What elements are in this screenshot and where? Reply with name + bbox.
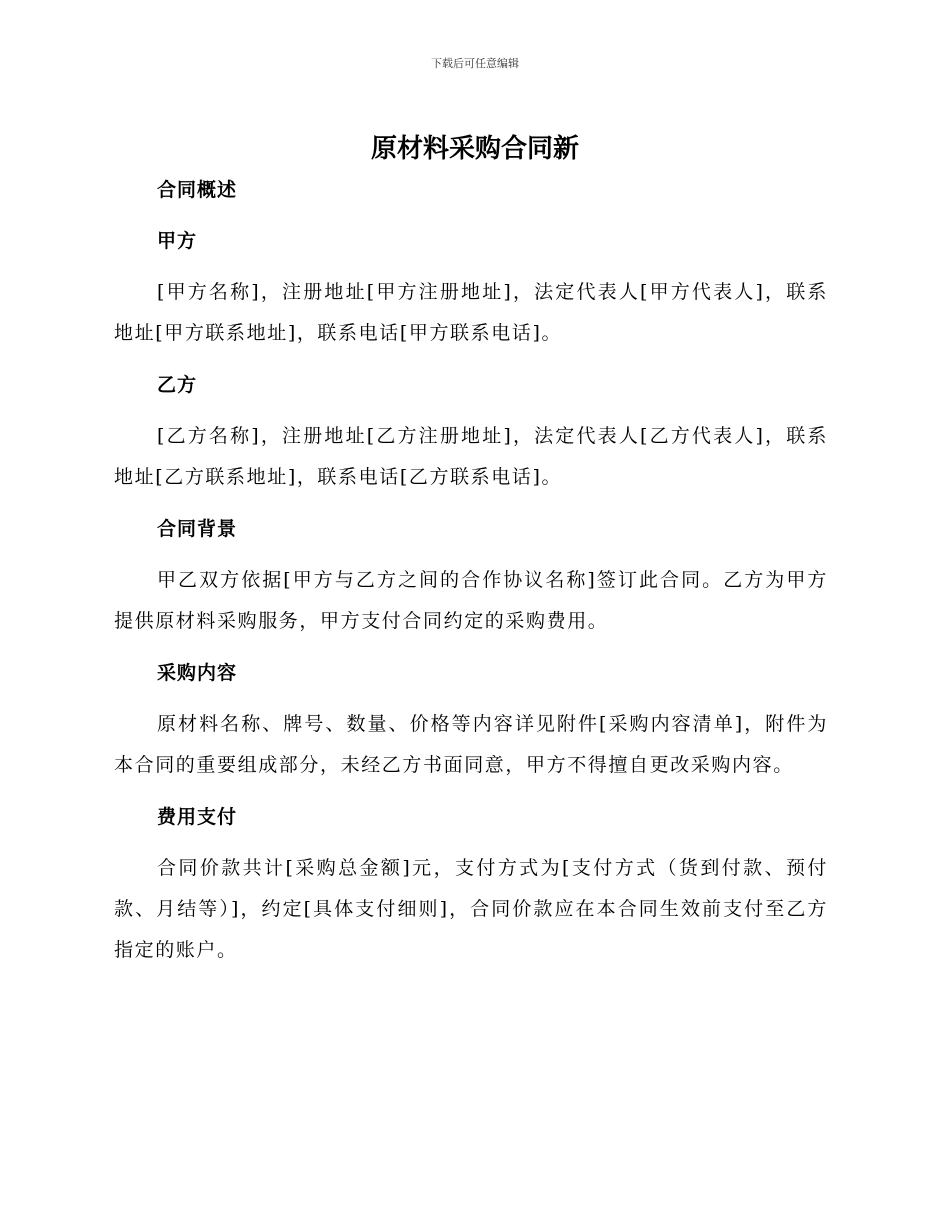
section-heading-party-b: 乙方 <box>157 374 198 396</box>
paragraph-payment: 合同价款共计[采购总金额]元，支付方式为[支付方式（货到付款、预付款、月结等）]，约定[具体支付细则]，合同价款应在本合同生效前支付至乙方指定的账户。 <box>114 857 828 961</box>
document-body <box>114 170 828 971</box>
section-heading-party-a: 甲方 <box>157 230 198 252</box>
section-heading-payment: 费用支付 <box>157 806 238 828</box>
section-heading-background: 合同背景 <box>157 518 238 540</box>
paragraph-party-a: [甲方名称]，注册地址[甲方注册地址]，法定代表人[甲方代表人]，联系地址[甲方联系地址]，联系电话[甲方联系电话]。 <box>114 281 828 344</box>
section-heading-overview: 合同概述 <box>157 179 238 201</box>
page-title: 原材料采购合同新 <box>370 134 579 164</box>
paragraph-party-b: [乙方名称]，注册地址[乙方注册地址]，法定代表人[乙方代表人]，联系地址[乙方联系地址]，联系电话[乙方联系电话]。 <box>114 425 828 488</box>
paragraph-background: 甲乙双方依据[甲方与乙方之间的合作协议名称]签订此合同。乙方为甲方提供原材料采购服务，甲方支付合同约定的采购费用。 <box>114 569 828 632</box>
header-note: 下载后可任意编辑 <box>431 57 519 70</box>
paragraph-purchase-content: 原材料名称、牌号、数量、价格等内容详见附件[采购内容清单]，附件为本合同的重要组成部分，未经乙方书面同意，甲方不得擅自更改采购内容。 <box>114 713 828 776</box>
section-heading-purchase-content: 采购内容 <box>157 662 238 684</box>
